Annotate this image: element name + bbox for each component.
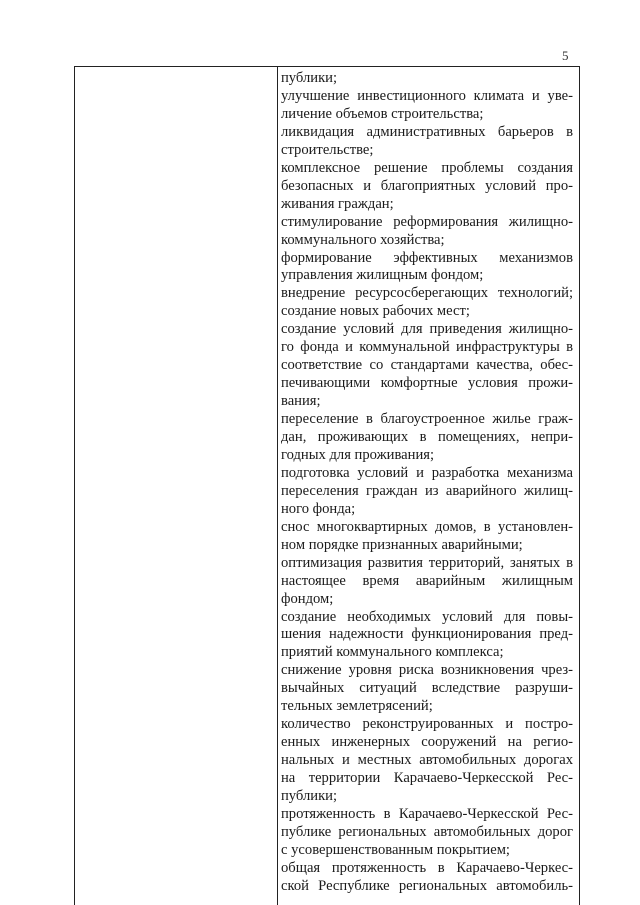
text-line: улучшение инвестиционного климата и уве- (281, 87, 573, 104)
text-line: общая протяженность в Карачаево-Черкес- (281, 859, 573, 876)
text-line: го фонда и коммунальной инфраструктуры в (281, 339, 573, 356)
text-line: ской Республике региональных автомобиль- (281, 877, 573, 894)
text-line: комплексное решение проблемы создания (281, 159, 573, 176)
text-line: публики; (281, 70, 338, 86)
text-line: создание условий для приведения жилищно- (281, 321, 573, 338)
text-line: приятий коммунального комплекса; (281, 644, 504, 661)
text-line: на территории Карачаево-Черкесской Рес- (281, 770, 573, 787)
text-line: ном порядке признанных аварийными; (281, 536, 523, 553)
text-line: вычайных ситуаций вследствие разруши- (281, 680, 573, 697)
text-line: создание новых рабочих мест; (281, 303, 470, 320)
text-line: настоящее время аварийным жилищным (281, 572, 573, 589)
column-divider (277, 67, 278, 905)
text-line: коммунального хозяйства; (281, 231, 445, 248)
text-line: тельных землетрясений; (281, 698, 433, 715)
text-line: шения надежности функционирования пред- (281, 626, 573, 643)
text-line: управления жилищным фондом; (281, 267, 484, 284)
text-line: переселения граждан из аварийного жилищ- (281, 482, 573, 499)
text-line: строительстве; (281, 141, 374, 158)
text-line: ликвидация административных барьеров в (281, 123, 573, 140)
text-line: оптимизация развития территорий, занятых в (281, 554, 573, 571)
text-line: енных инженерных сооружений на регио- (281, 734, 573, 751)
text-line: фондом; (281, 590, 334, 607)
text-line: дан, проживающих в помещениях, непри- (281, 429, 573, 445)
text-line: создание необходимых условий для повы- (281, 608, 573, 625)
text-line: личение объемов строительства; (281, 105, 484, 122)
text-line: безопасных и благоприятных условий про- (281, 177, 573, 194)
text-line: соответствие со стандартами качества, обес- (281, 357, 573, 374)
document-table (74, 66, 580, 905)
text-line: переселение в благоустроенное жилье граж- (281, 411, 573, 428)
page-number: 5 (562, 48, 569, 63)
text-line: с усовершенствованным покрытием; (281, 841, 510, 858)
text-line: публики; (281, 788, 338, 804)
text-line: внедрение ресурсосберегающих технологий; (281, 285, 573, 302)
table-right-cell (281, 67, 573, 905)
text-line: формирование эффективных механизмов (281, 249, 573, 266)
text-line: снос многоквартирных домов, в установлен- (281, 518, 573, 535)
text-line: вания; (281, 393, 321, 410)
text-line: ного фонда; (281, 500, 356, 517)
text-line: количество реконструированных и постро- (281, 716, 573, 733)
text-line: снижение уровня риска возникновения чрез- (281, 662, 573, 679)
text-line: печивающими комфортные условия прожи- (281, 375, 573, 392)
table-left-cell (75, 67, 277, 905)
text-line: подготовка условий и разработка механизма (281, 464, 573, 481)
text-line: стимулирование реформирования жилищно- (281, 213, 573, 230)
text-line: годных для проживания; (281, 446, 435, 463)
text-line: протяженность в Карачаево-Черкесской Рес- (281, 805, 573, 822)
text-line: нальных и местных автомобильных дорогах (281, 752, 573, 769)
text-line: публике региональных автомобильных дорог (281, 823, 573, 840)
text-line: живания граждан; (281, 195, 394, 212)
